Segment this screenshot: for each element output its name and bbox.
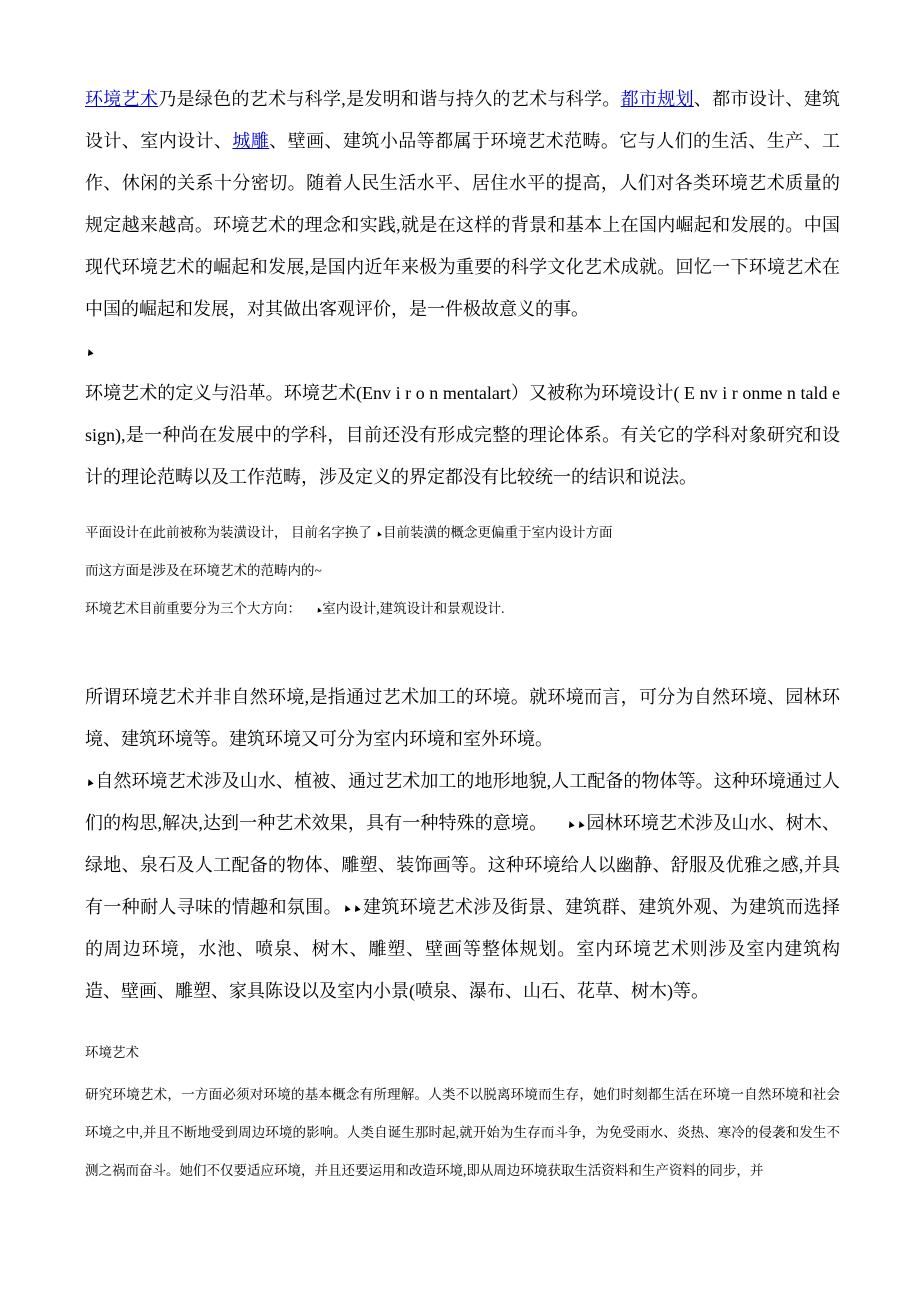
paragraph xyxy=(85,514,840,552)
text-link[interactable]: 城雕 xyxy=(232,131,270,151)
paragraph xyxy=(85,1034,840,1072)
text-run: 环境艺术目前重要分为三个大方向： xyxy=(85,601,315,616)
paragraph xyxy=(85,760,840,1012)
text-run: 自然环境艺术涉及山水、植被、通过艺术加工的地形地貌,人工配备的物体等。这种环境通过人们的构思,解决,达到一种艺术效果，具有一种特殊的意境。 xyxy=(85,771,840,833)
text-run: 环境艺术 xyxy=(85,1045,139,1060)
triangle-marker-icon: ▲ xyxy=(312,603,324,615)
triangle-marker-icon: ▲ xyxy=(563,817,578,833)
text-run: 目前装潢的概念更偏重于室内设计方面 xyxy=(383,525,613,540)
text-run: 平面设计在此前被称为装潢设计， 目前名字换了 xyxy=(85,525,376,540)
text-run: 室内设计,建筑设计和景观设计. xyxy=(322,601,505,616)
paragraph xyxy=(85,552,840,590)
text-link[interactable]: 都市规划 xyxy=(620,89,694,109)
text-run: 、壁画、建筑小品等都属于环境艺术范畴。它与人们的生活、生产、工作、休闲的关系十分密切。随着人民生活水平、居住水平的提高，人们对各类环境艺术质量的规定越来越高。环境艺术的理念和实践,就是在这样的背景和基本上在国内崛起和发展的。中国现代环境艺术的崛起和发展,是国内近年来极为重要的科学文化艺术成就。回忆一下环境艺术在中国的崛起和发展，对其做出客观评价，是一件极故意义的事。 xyxy=(85,131,841,319)
text-run: 研究环境艺术，一方面必须对环境的基本概念有所理解。人类不以脱离环境而生存，她们时刻都生活在环境一自然环境和社会环境之中,并且不断地受到周边环境的影响。人类自诞生那时起,就开始为生存而斗争，为免受雨水、炎热、寒冷的侵袭和发生不测之祸而奋斗。她们不仅要适应环境，并且还要运用和改造环境,即从周边环境获取生活资料和生产资料的同步，并 xyxy=(85,1087,840,1178)
paragraph xyxy=(85,372,845,498)
triangle-marker-icon: ▲ xyxy=(83,345,97,361)
text-run: 乃是绿色的艺术与科学,是发明和谐与持久的艺术与科学。 xyxy=(158,89,621,109)
triangle-marker-icon: ▲ xyxy=(83,775,97,791)
paragraph xyxy=(85,1076,840,1190)
text-run: 环境艺术的定义与沿革。环境艺术(Env i r o n mentalart）又被称为环境设计( E nv i r onme n tald e sign),是一种尚在发展中的学科，目前还没有形成完整的理论体系。有关它的学科对象研究和设计的理论范畴以及工作范畴，涉及定义的界定都没有比较统一的结识和说法。 xyxy=(85,383,845,487)
triangle-marker-icon: ▲ xyxy=(574,817,588,833)
triangle-marker-icon: ▲ xyxy=(350,901,365,917)
text-run: 园林环境艺术涉及山水、树木、绿地、泉石及人工配备的物体、雕塑、装饰画等。这种环境给人以幽静、舒服及优雅之感,并具有一种耐人寻味的情趣和氛围。 xyxy=(85,813,841,917)
paragraph xyxy=(85,676,840,760)
text-run: 所谓环境艺术并非自然环境,是指通过艺术加工的环境。就环境而言，可分为自然环境、园林环境、建筑环境等。建筑环境又可分为室内环境和室外环境。 xyxy=(85,687,840,749)
triangle-marker-icon: ▲ xyxy=(373,527,385,539)
text-run: 而这方面是涉及在环境艺术的范畴内的~ xyxy=(85,563,322,578)
paragraph xyxy=(85,590,840,628)
text-run: 建筑环境艺术涉及街景、建筑群、建筑外观、为建筑而选择的周边环境，水池、喷泉、树木、雕塑、壁画等整体规划。室内环境艺术则涉及室内建筑构造、壁画、雕塑、家具陈设以及室内小景(喷泉、瀑布、山石、花草、树木)等。 xyxy=(85,897,841,1001)
paragraph xyxy=(85,78,840,330)
paragraph xyxy=(85,330,840,372)
text-link[interactable]: 环境艺术 xyxy=(85,89,159,109)
document-body xyxy=(83,78,845,1190)
triangle-marker-icon: ▲ xyxy=(340,901,354,917)
text-run: 、都市设计、建筑设计、室内设计、 xyxy=(85,89,841,151)
